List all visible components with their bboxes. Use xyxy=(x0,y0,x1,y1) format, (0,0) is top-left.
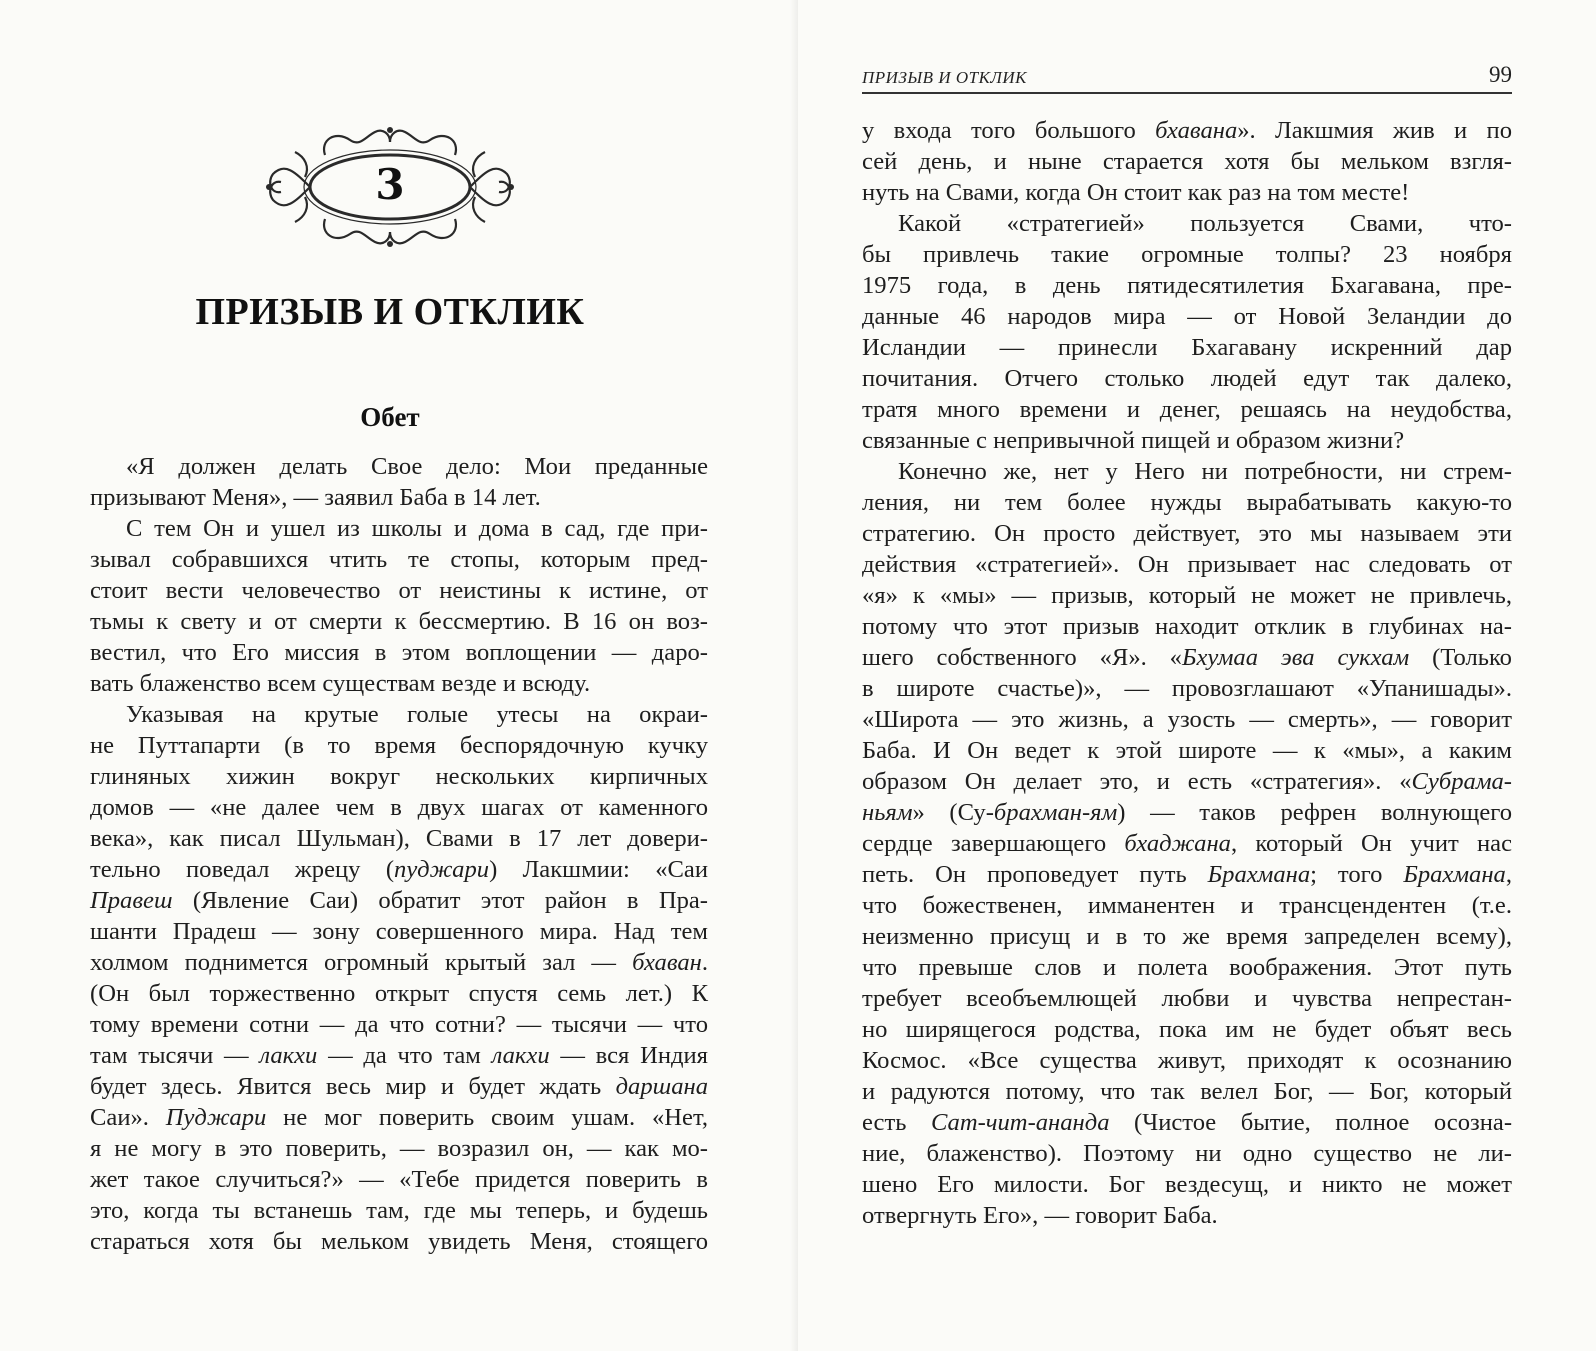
italic-term: пуджари xyxy=(394,856,490,883)
running-head xyxy=(862,62,1512,94)
text-segment: ». Лакшмия жив и по xyxy=(1237,117,1512,144)
text-segment: тельно поведал жрецу ( xyxy=(90,856,395,883)
text-line: и радуются потому, что так велел Бог, — Бог, который xyxy=(862,1078,1512,1105)
running-title: ПРИЗЫВ И ОТКЛИК xyxy=(862,68,1027,87)
text-segment: (Чистое бытие, полное осозна- xyxy=(1109,1109,1513,1136)
italic-term: Брахмана xyxy=(1403,861,1506,888)
text-line: данные 46 народов мира — от Новой Зеландии до xyxy=(862,303,1512,330)
text-line: призывают Меня», — заявил Баба в 14 лет. xyxy=(90,484,541,511)
text-line: «Широта — это жизнь, а узость — смерть», — говорит xyxy=(862,706,1512,733)
text-segment: холмом поднимется огромный крытый зал — xyxy=(90,949,633,976)
italic-term: бхаджана xyxy=(1124,830,1231,857)
text-line: глиняных хижин вокруг нескольких кирпичных xyxy=(90,763,708,790)
text-segment: петь. Он проповедует путь xyxy=(862,861,1208,888)
text-line: шанти Прадеш — зону совершенного мира. Над тем xyxy=(90,918,708,945)
text-line xyxy=(862,642,1512,673)
right-body-text xyxy=(862,115,1512,1231)
text-line: связанные с непривычной пищей и образом жизни? xyxy=(862,427,1405,454)
text-line: шено Его милости. Бог вездесущ, и никто не может xyxy=(862,1171,1512,1198)
text-line: не Путтапарти (в то время беспорядочную кучку xyxy=(90,732,708,759)
text-segment: шего собственного «Я». « xyxy=(862,644,1182,671)
text-line xyxy=(862,1107,1512,1138)
text-line: жет такое случиться?» — «Тебе придется поверить в xyxy=(90,1166,708,1193)
text-segment: , xyxy=(1505,861,1512,888)
text-line: Исландии — принесли Бхагавану искренний дар xyxy=(862,334,1512,361)
section-title: Обет xyxy=(360,402,420,432)
text-line: в широте счастье)», — провозглашают «Упанишады». xyxy=(862,675,1512,702)
text-line: века», как писал Шульман), Свами в 17 лет довери- xyxy=(90,825,708,852)
italic-term: Сат-чит-ананда xyxy=(930,1109,1110,1136)
text-line: (Он был торжественно открыт спустя семь лет.) К xyxy=(90,980,708,1007)
text-line: тьмы к свету и от смерти к бессмертию. В 16 он воз- xyxy=(90,608,708,635)
text-line: вестил, что Его миссия в этом воплощении — даро- xyxy=(90,639,708,666)
text-line xyxy=(862,859,1512,890)
text-line: стратегию. Он просто действует, это мы называем эти xyxy=(862,520,1512,547)
text-line xyxy=(90,885,708,916)
text-line: Баба. И Он ведет к этой широте — к «мы», а каким xyxy=(862,737,1512,764)
text-line: ления, ни тем более нужды вырабатывать какую-то xyxy=(862,489,1512,516)
italic-term: даршана xyxy=(615,1073,708,1100)
text-segment: сердце завершающего xyxy=(862,830,1125,857)
text-segment: » (Су- xyxy=(912,799,994,826)
left-body-text xyxy=(90,451,708,1257)
text-line: нуть на Свами, когда Он стоит как раз на том месте! xyxy=(862,179,1410,206)
text-segment: у входа того большого xyxy=(862,117,1156,144)
text-line: тому времени сотни — да что сотни? — тысячи — что xyxy=(90,1011,708,1038)
text-segment: ) — таков рефрен волнующего xyxy=(1117,799,1513,826)
text-segment: будет здесь. Явится весь мир и будет ждать xyxy=(90,1073,616,1100)
italic-term: ньям xyxy=(862,799,913,826)
text-segment: , который Он учит нас xyxy=(1230,830,1513,857)
text-segment: — да что там xyxy=(317,1042,492,1069)
chapter-title: ПРИЗЫВ И ОТКЛИК xyxy=(195,291,585,333)
text-line xyxy=(90,947,708,978)
text-line xyxy=(862,766,1512,797)
text-line xyxy=(90,1071,708,1102)
text-segment: образом Он делает это, и есть «стратегия». « xyxy=(862,768,1412,795)
text-line: С тем Он и ушел из школы и дома в сад, где при- xyxy=(126,515,708,542)
text-line: почитания. Отчего столько людей едут так далеко, xyxy=(862,365,1512,392)
text-line: Указывая на крутые голые утесы на окраи- xyxy=(126,701,708,728)
italic-term: лакхи xyxy=(259,1042,318,1069)
text-line: Космос. «Все существа живут, приходят к осознанию xyxy=(862,1047,1512,1074)
text-line: неизменно присущ и в то же время запределен всему), xyxy=(862,923,1512,950)
text-line: действия «стратегией». Он призывает нас следовать от xyxy=(862,551,1512,578)
text-line: 1975 года, в день пятидесятилетия Бхагавана, пре- xyxy=(862,272,1512,299)
text-line xyxy=(862,797,1512,828)
text-line: ние, блаженство). Поэтому ни одно существо не ли- xyxy=(862,1140,1512,1167)
text-segment: (Только xyxy=(1409,644,1512,671)
italic-term: лакхи xyxy=(491,1042,550,1069)
text-line: это, когда ты встанешь там, где мы теперь, и будешь xyxy=(90,1197,708,1224)
text-line: вать блаженство всем существам везде и всюду. xyxy=(90,670,591,697)
text-line: что превыше слов и полета воображения. Этот путь xyxy=(862,954,1512,981)
text-segment: не мог поверить своим ушам. «Нет, xyxy=(266,1104,708,1131)
text-line: «я» к «мы» — призыв, который не может не привлечь, xyxy=(862,582,1512,609)
text-segment: там тысячи — xyxy=(90,1042,260,1069)
italic-term: брахман-ям xyxy=(993,799,1118,826)
italic-term: Субрама- xyxy=(1411,768,1512,795)
text-line: стоит вести человечество от неистины к истине, от xyxy=(90,577,708,604)
text-segment: — вся Индия xyxy=(549,1042,708,1069)
italic-term: Брахмана xyxy=(1207,861,1311,888)
italic-term: Бхумаа эва сукхам xyxy=(1181,644,1410,671)
text-line xyxy=(90,854,708,885)
italic-term: бхаван xyxy=(632,949,702,976)
italic-term: Правеш xyxy=(90,887,173,914)
text-segment: ) Лакшмии: «Саи xyxy=(489,856,708,883)
page-number: 99 xyxy=(1489,62,1512,87)
text-line xyxy=(90,1040,708,1071)
text-line: требует всеобъемлющей любви и чувства непрестан- xyxy=(862,985,1512,1012)
text-segment: Саи». xyxy=(90,1104,166,1131)
text-line xyxy=(862,115,1512,146)
italic-term: Пуджари xyxy=(165,1104,267,1131)
text-line: тратя много времени и денег, решаясь на неудобства, xyxy=(862,396,1512,423)
text-line: я не могу в это поверить, — возразил он, — как мо- xyxy=(90,1135,708,1162)
text-line: но ширящегося родства, пока им не будет объят весь xyxy=(862,1016,1512,1043)
text-segment: ; того xyxy=(1310,861,1404,888)
text-line: сей день, и ныне старается хотя бы мельком взгля- xyxy=(862,148,1512,175)
text-line xyxy=(862,828,1512,859)
text-line: Конечно же, нет у Него ни потребности, ни стрем- xyxy=(898,458,1512,485)
text-line xyxy=(90,1102,708,1133)
text-segment: . xyxy=(701,949,708,976)
text-line: что божественен, имманентен и трансцендентен (т.е. xyxy=(862,892,1512,919)
text-line: бы привлечь такие огромные толпы? 23 ноября xyxy=(862,241,1512,268)
text-segment: (Явление Саи) обратит этот район в Пра- xyxy=(172,887,708,914)
text-segment: есть xyxy=(862,1109,931,1136)
text-line: стараться хотя бы мельком увидеть Меня, стоящего xyxy=(90,1228,708,1255)
text-line: потому что этот призыв находит отклик в глубинах на- xyxy=(862,613,1512,640)
italic-term: бхавана xyxy=(1155,117,1238,144)
text-line: отвергнуть Его», — говорит Баба. xyxy=(862,1202,1218,1229)
text-line: домов — «не далее чем в двух шагах от каменного xyxy=(90,794,708,821)
text-line: «Я должен делать Свое дело: Мои преданные xyxy=(126,453,708,480)
chapter-number: 3 xyxy=(375,160,405,209)
text-line: Какой «стратегией» пользуется Свами, что- xyxy=(898,210,1512,237)
text-line: зывал собравшихся чтить те стопы, которым пред- xyxy=(90,546,708,573)
